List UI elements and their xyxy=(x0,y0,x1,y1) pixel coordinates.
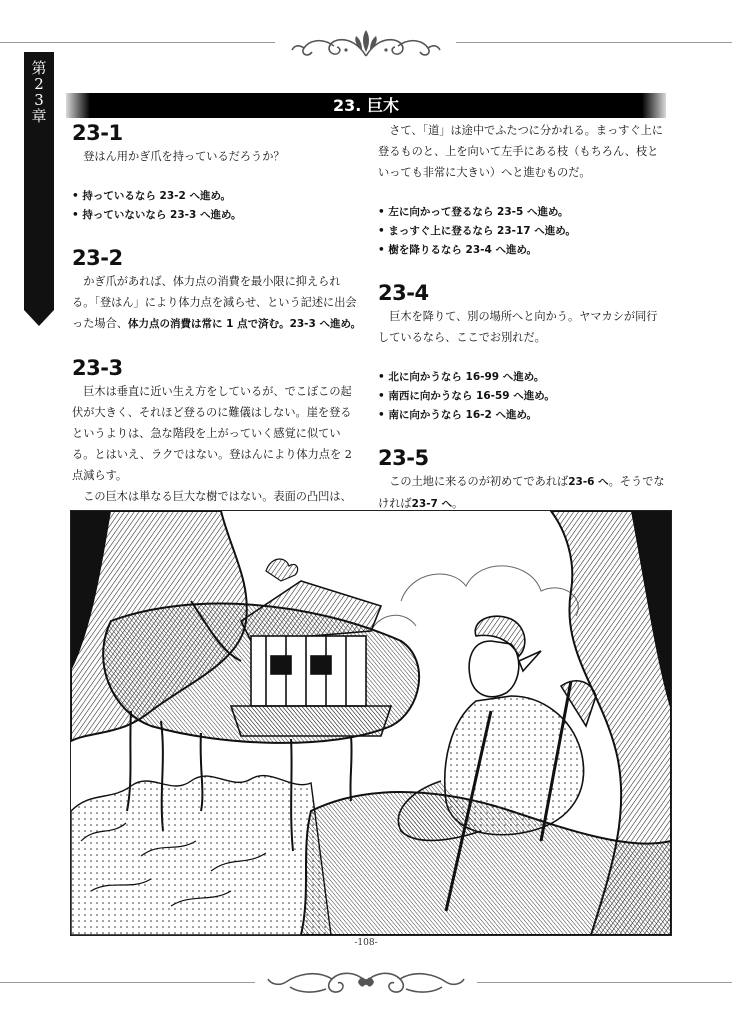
left-column xyxy=(72,120,362,570)
heading-23-5: 23-5 xyxy=(378,446,429,470)
choices-23-1 xyxy=(72,187,362,225)
chapter-tab-label: 第23章 xyxy=(31,59,47,125)
section-title: 23. 巨木 xyxy=(333,96,399,115)
top-rule-right xyxy=(456,42,732,43)
choice-item[interactable]: • 南に向かうなら 16-2 へ進め。 xyxy=(378,409,538,421)
text-23-1: 登はん用かぎ爪を持っているだろうか？ xyxy=(83,150,285,163)
section-title-bar xyxy=(66,93,666,118)
text-23-3-cont: さて、「道」は途中でふたつに分かれる。まっすぐ上に登るものと、上を向いて左手にある枝（もちろん、枝といっても非常に大きい）へと進むものだ。 xyxy=(378,124,664,179)
text-23-2: かぎ爪があれば、体力点の消費を最小限に抑えられる。「登はん」により体力点を減らせ、という記述に出会った場合、体力点の消費は常に 1 点で済む。23-3 へ進め。 xyxy=(72,275,362,330)
bottom-flourish-icon xyxy=(266,965,466,999)
right-column xyxy=(378,120,668,515)
choice-item[interactable]: • 持っていないなら 23-3 へ進め。 xyxy=(72,209,242,221)
page-number: -108- xyxy=(354,938,378,948)
bottom-rule-right xyxy=(477,982,732,983)
link-23-6[interactable]: 23-6 へ xyxy=(568,476,609,488)
illustration xyxy=(70,510,672,936)
text-23-5: この土地に来るのが初めてであれば23-6 へ。そうでなければ23-7 へ。 xyxy=(378,475,665,510)
heading-23-4: 23-4 xyxy=(378,281,429,305)
choice-item[interactable]: • 北に向かうなら 16-99 へ進め。 xyxy=(378,371,545,383)
choice-item[interactable]: • 樹を降りるなら 23-4 へ進め。 xyxy=(378,244,538,256)
text-23-3-a: 巨木は垂直に近い生え方をしているが、でこぼこの起伏が大きく、それほど登るのに難儀はしない。崖を登るというよりは、急な階段を上がっていく感覚に似ている。とはいえ、ラクではない。登はんにより体力点を 2 点減らす。 xyxy=(72,385,352,482)
choice-item[interactable]: • 持っているなら 23-2 へ進め。 xyxy=(72,190,232,202)
heading-23-3: 23-3 xyxy=(72,356,123,380)
heading-23-1: 23-1 xyxy=(72,121,123,145)
choice-item[interactable]: • まっすぐ上に登るなら 23-17 へ進め。 xyxy=(378,225,576,237)
bottom-rule-left xyxy=(0,982,255,983)
text-23-4: 巨木を降りて、別の場所へと向かう。ヤマカシが同行しているなら、ここでお別れだ。 xyxy=(378,310,658,344)
chapter-tab xyxy=(24,52,54,310)
top-rule-left xyxy=(0,42,275,43)
chapter-tab-point xyxy=(24,310,54,326)
text-23-3-b: この巨木は単なる巨大な樹ではない。表面の凸凹は、 xyxy=(83,490,352,503)
choice-item[interactable]: • 南西に向かうなら 16-59 へ進め。 xyxy=(378,390,555,402)
choices-23-3 xyxy=(378,203,668,260)
link-23-7[interactable]: 23-7 へ xyxy=(411,498,453,510)
choices-23-4 xyxy=(378,368,668,425)
bold-text-23-2: 体力点の消費は常に 1 点で済む。23-3 へ進め。 xyxy=(127,318,362,330)
top-flourish-icon xyxy=(290,26,442,60)
heading-23-2: 23-2 xyxy=(72,246,123,270)
illustration-giant-tree-scene xyxy=(71,511,671,935)
choice-item[interactable]: • 左に向かって登るなら 23-5 へ進め。 xyxy=(378,206,569,218)
